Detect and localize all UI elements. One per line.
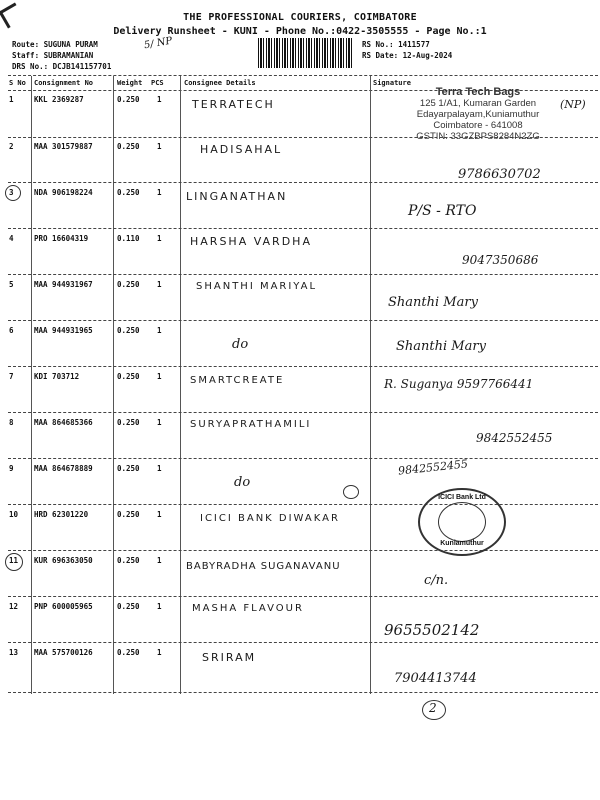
- row-rule: [8, 596, 598, 597]
- row-signature: Shanthi Mary: [388, 295, 478, 310]
- row-consignment: KDI 703712: [34, 372, 80, 381]
- row-pcs: 1: [157, 602, 162, 611]
- table-row: [0, 599, 600, 644]
- row-weight: 0.250: [117, 418, 140, 427]
- table-row: [0, 645, 600, 690]
- row-pcs: 1: [157, 372, 162, 381]
- row-sno: 5: [9, 280, 14, 289]
- row-weight: 0.250: [117, 602, 140, 611]
- row-signature: 9842552455: [397, 457, 469, 478]
- stamp-address-3: Coimbatore - 641008: [433, 120, 523, 131]
- row-weight: 0.250: [117, 95, 140, 104]
- row-consignment: MAA 864685366: [34, 418, 93, 427]
- row-weight: 0.110: [117, 234, 140, 243]
- row-weight: 0.250: [117, 556, 140, 565]
- row-signature: R. Suganya 9597766441: [384, 377, 534, 391]
- row-weight: 0.250: [117, 510, 140, 519]
- row-signature: 9047350686: [462, 253, 539, 267]
- stamp-gstin: GSTIN: 33GZBPS8284N2ZG: [416, 131, 540, 142]
- row-signature: Shanthi Mary: [396, 339, 486, 354]
- col-consignee: Consignee Details: [184, 79, 256, 87]
- row-consignee: SRIRAM: [202, 651, 257, 664]
- row-sno: 12: [9, 602, 19, 611]
- col-weight: Weight: [117, 79, 143, 87]
- row-consignee: LINGANATHAN: [186, 190, 288, 203]
- table-row: [0, 457, 600, 506]
- sheet-subtitle: Delivery Runsheet - KUNI - Phone No.:0422-3505555 - Page No.:1: [113, 26, 487, 37]
- row-weight: 0.250: [117, 372, 140, 381]
- row-consignee: do: [234, 475, 251, 490]
- row-consignee: SHANTHI MARIYAL: [196, 281, 318, 292]
- row-sno: 9: [9, 464, 14, 473]
- row-weight: 0.250: [117, 464, 140, 473]
- row-consignment: KKL 2369287: [34, 95, 84, 104]
- table-row: [0, 507, 600, 552]
- row-rule: [8, 366, 598, 367]
- row-pcs: 1: [157, 326, 162, 335]
- col-sno: S No: [9, 79, 26, 87]
- company-stamp: [378, 86, 578, 142]
- table-row: [0, 139, 600, 184]
- drs-label: DRS No.: DCJB141157701: [12, 62, 112, 71]
- stamp-name: Terra Tech Bags: [435, 86, 521, 98]
- row-pcs: 1: [157, 464, 162, 473]
- row-rule: [8, 458, 598, 459]
- row-signature: c/n.: [424, 573, 449, 588]
- row-pcs: 1: [157, 188, 162, 197]
- row-consignee: ICICI BANK DIWAKAR: [200, 513, 340, 524]
- row-sno: 7: [9, 372, 14, 381]
- table-row: [0, 185, 600, 230]
- col-consignment: Consignment No: [34, 79, 94, 87]
- row-sno: 1: [9, 95, 14, 104]
- row-consignment: MAA 301579887: [34, 142, 93, 151]
- stamp-address-2: Edayarpalayam,Kuniamuthur: [416, 109, 540, 120]
- row-consignment: NDA 906198224: [34, 188, 93, 197]
- barcode: [258, 38, 354, 68]
- row-weight: 0.250: [117, 326, 140, 335]
- row-sno: 8: [9, 418, 14, 427]
- bank-stamp-bottom: Kuniamuthur: [440, 540, 484, 547]
- row-consignee: HADISAHAL: [200, 143, 283, 156]
- table-row: [0, 323, 600, 368]
- circle-mark: [343, 485, 359, 499]
- row-consignment: MAA 944931967: [34, 280, 93, 289]
- row-rule: [8, 228, 598, 229]
- route-label: Route: SUGUNA PURAM: [12, 40, 98, 49]
- row-consignment: MAA 864678889: [34, 464, 93, 473]
- col-pcs: PCS: [151, 79, 164, 87]
- bank-stamp-logo: [438, 502, 486, 542]
- sheet-title: THE PROFESSIONAL COURIERS, COIMBATORE: [183, 12, 417, 23]
- row-pcs: 1: [157, 556, 162, 565]
- table-row: [0, 277, 600, 322]
- row-weight: 0.250: [117, 280, 140, 289]
- row-consignment: MAA 575700126: [34, 648, 93, 657]
- table-row: [0, 553, 600, 598]
- row-signature: (NP): [560, 98, 586, 111]
- row-rule: [8, 550, 598, 551]
- row-sno: 11: [9, 556, 19, 565]
- row-consignee: do: [232, 337, 249, 352]
- row-sno: 10: [9, 510, 19, 519]
- row-rule: [8, 642, 598, 643]
- row-consignee: BABYRADHA SUGANAVANU: [186, 561, 341, 572]
- row-signature: P/S - RTO: [408, 203, 477, 219]
- row-rule: [8, 412, 598, 413]
- row-consignee: TERRATECH: [192, 98, 275, 111]
- row-rule: [8, 182, 598, 183]
- row-weight: 0.250: [117, 188, 140, 197]
- row-signature: 9786630702: [458, 167, 541, 182]
- row-consignee: SURYAPRATHAMILI: [190, 419, 312, 430]
- row-pcs: 1: [157, 280, 162, 289]
- row-pcs: 1: [157, 95, 162, 104]
- row-rule: [8, 320, 598, 321]
- bank-stamp-top: ICICI Bank Ltd: [438, 494, 486, 501]
- stamp-address-1: 125 1/A1, Kumaran Garden: [419, 98, 537, 109]
- row-consignment: KUR 696363050: [34, 556, 93, 565]
- row-pcs: 1: [157, 648, 162, 657]
- page-mark: 2: [429, 701, 437, 715]
- rs-number: RS No.: 1411577: [362, 40, 430, 49]
- row-signature: 7904413744: [394, 671, 477, 686]
- row-signature: 9842552455: [476, 431, 553, 445]
- row-consignment: PNP 600005965: [34, 602, 93, 611]
- row-weight: 0.250: [117, 142, 140, 151]
- row-sno: 6: [9, 326, 14, 335]
- table-row: [0, 415, 600, 460]
- row-pcs: 1: [157, 510, 162, 519]
- row-consignment: MAA 944931965: [34, 326, 93, 335]
- staff-label: Staff: SUBRAMANIAN: [12, 51, 94, 60]
- row-consignment: PRO 16604319: [34, 234, 89, 243]
- row-sno: 13: [9, 648, 19, 657]
- col-signature: Signature: [373, 79, 411, 87]
- header-scribble: 5/ NP: [143, 35, 174, 52]
- row-consignee: MASHA FLAVOUR: [192, 603, 304, 614]
- table-row: [0, 231, 600, 276]
- row-rule: [8, 692, 598, 693]
- row-pcs: 1: [157, 418, 162, 427]
- row-signature: 9655502142: [384, 621, 480, 639]
- row-consignment: HRD 62301220: [34, 510, 89, 519]
- table-row: [0, 369, 600, 414]
- row-pcs: 1: [157, 142, 162, 151]
- row-consignee: HARSHA VARDHA: [190, 235, 312, 248]
- table-top-rule: [8, 75, 598, 76]
- rs-date: RS Date: 12-Aug-2024: [362, 51, 453, 60]
- bank-stamp: [418, 488, 506, 556]
- row-pcs: 1: [157, 234, 162, 243]
- row-rule: [8, 274, 598, 275]
- row-sno: 4: [9, 234, 14, 243]
- row-sno: 2: [9, 142, 14, 151]
- row-rule: [8, 504, 598, 505]
- row-weight: 0.250: [117, 648, 140, 657]
- row-consignee: SMARTCREATE: [190, 375, 285, 386]
- row-sno: 3: [9, 188, 14, 197]
